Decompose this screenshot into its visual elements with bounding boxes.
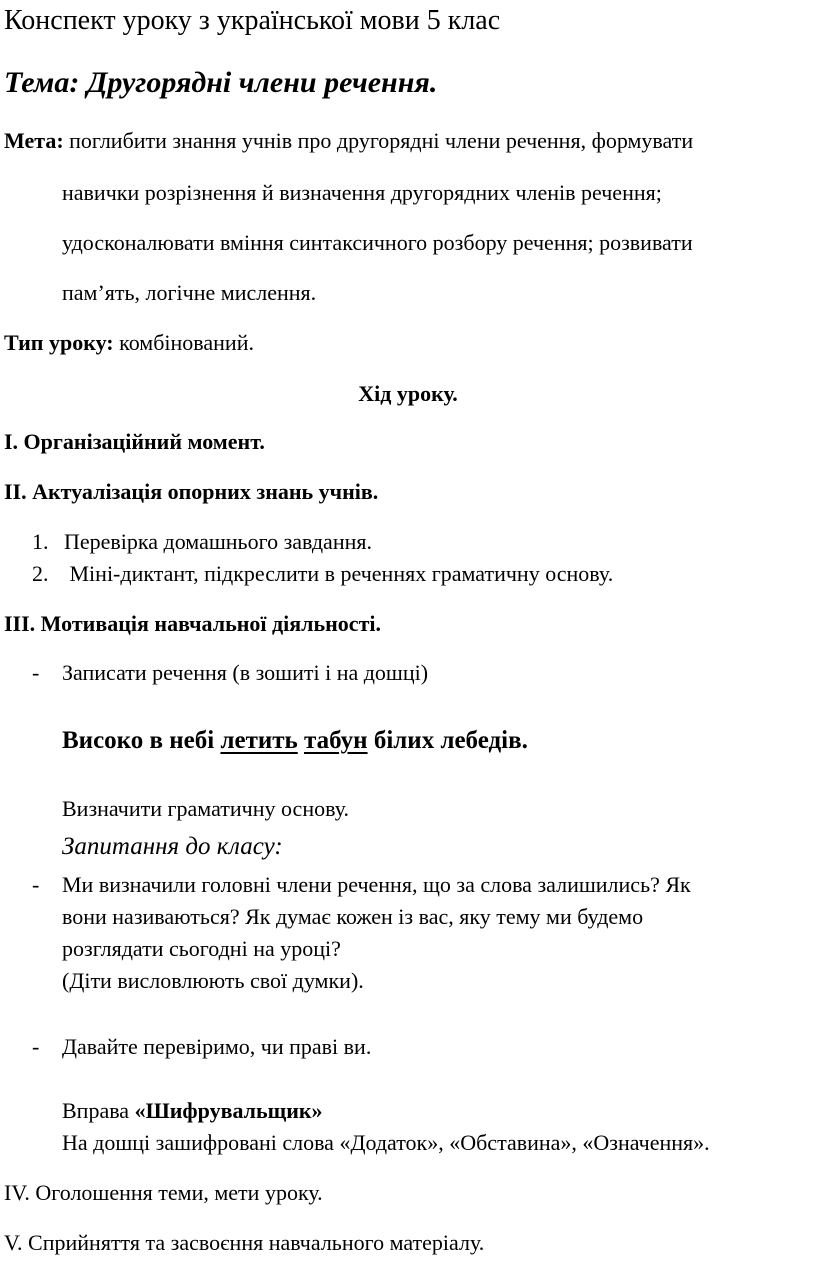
- goal-line-2: навички розрізнення й визначення другорядних членів речення;: [62, 180, 662, 205]
- list-item-2: [32, 561, 613, 587]
- exercise-prefix: Вправа: [62, 1098, 135, 1123]
- question-line-4: (Діти висловлюють свої думки).: [62, 968, 364, 993]
- task-write-sentence: Записати речення (в зошиті і на дошці): [62, 660, 429, 685]
- dash-marker: -: [32, 872, 40, 897]
- goal-line-4: пам’ять, логічне мислення.: [62, 280, 317, 305]
- dash-marker: -: [32, 660, 40, 685]
- lesson-type-value: комбінований.: [113, 330, 254, 355]
- list-item-1: [32, 529, 372, 555]
- question-line-2: вони називаються? Як думає кожен із вас, яку тему ми будемо: [62, 904, 644, 929]
- document-title: Конспект уроку з української мови 5 клас: [4, 5, 501, 36]
- exercise-name: «Шифрувальщик»: [134, 1098, 323, 1123]
- sentence-predicate: летить: [220, 727, 298, 754]
- sentence-subject: табун: [304, 727, 368, 754]
- list-item-number: 2.: [32, 561, 49, 586]
- lesson-type: [4, 330, 254, 356]
- section-1-heading: І. Організаційний момент.: [4, 429, 265, 454]
- section-3-heading: ІІІ. Мотивація навчальної діяльності.: [4, 611, 381, 636]
- lesson-topic: Тема: Другорядні члени речення.: [4, 66, 438, 99]
- list-item-number: 1.: [32, 529, 49, 554]
- goal-text-1: поглибити знання учнів про другорядні члени речення, формувати: [63, 128, 694, 153]
- example-sentence: [62, 726, 528, 756]
- exercise-title: [62, 1098, 323, 1124]
- goal-label: Мета:: [4, 128, 64, 153]
- sentence-part: білих лебедів.: [367, 727, 528, 754]
- question-line-3: розглядати сьогодні на уроці?: [62, 936, 341, 961]
- section-5-heading: V. Сприйняття та засвоєння навчального матеріалу.: [4, 1230, 485, 1255]
- check-task: Давайте перевіримо, чи праві ви.: [62, 1034, 372, 1059]
- sentence-part: Високо в небі: [62, 727, 221, 754]
- exercise-text: На дошці зашифровані слова «Додаток», «Обставина», «Означення».: [62, 1130, 710, 1155]
- define-basis-task: Визначити граматичну основу.: [62, 796, 350, 821]
- list-item-text: Перевірка домашнього завдання.: [64, 529, 372, 554]
- goal-line-3: удосконалювати вміння синтаксичного розбору речення; розвивати: [62, 230, 693, 255]
- list-item-text: Міні-диктант, підкреслити в реченнях граматичну основу.: [64, 561, 614, 586]
- section-4-heading: IV. Оголошення теми, мети уроку.: [4, 1180, 323, 1205]
- lesson-type-label: Тип уроку:: [4, 330, 114, 355]
- goal-line-1: [4, 128, 693, 154]
- section-2-heading: ІІ. Актуалізація опорних знань учнів.: [4, 479, 379, 504]
- course-heading: Хід уроку.: [358, 381, 458, 406]
- questions-label: Запитання до класу:: [62, 833, 283, 860]
- question-line-1: Ми визначили головні члени речення, що за слова залишились? Як: [62, 872, 691, 897]
- dash-marker: -: [32, 1034, 40, 1059]
